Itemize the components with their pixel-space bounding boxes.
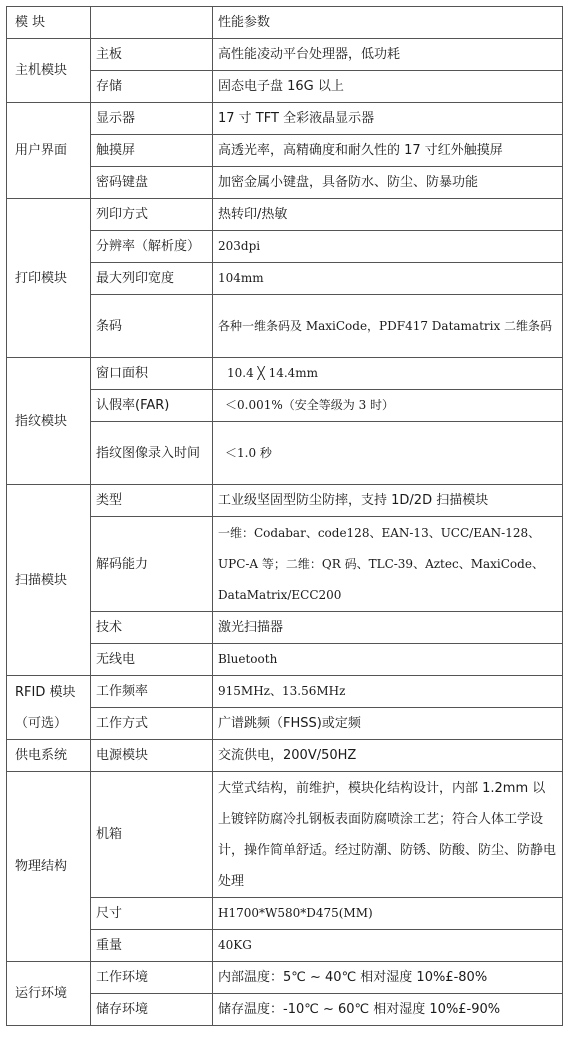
row-value: ＜1.0 秒 xyxy=(213,422,563,485)
row-value: 加密金属小键盘，具备防水、防尘、防暴功能 xyxy=(213,167,563,199)
row-label: 密码键盘 xyxy=(91,167,213,199)
category-power: 供电系统 xyxy=(7,740,91,772)
row-label: 列印方式 xyxy=(91,199,213,231)
row-value: 固态电子盘 16G 以上 xyxy=(213,71,563,103)
header-params: 性能参数 xyxy=(213,7,563,39)
table-row xyxy=(7,930,563,962)
table-row xyxy=(7,103,563,135)
row-value: 储存温度：-10℃ ~ 60℃ 相对湿度 10%£-90% xyxy=(213,994,563,1026)
spec-table xyxy=(6,6,563,1026)
table-row xyxy=(7,231,563,263)
table-row xyxy=(7,422,563,485)
category-env: 运行环境 xyxy=(7,962,91,1026)
table-row xyxy=(7,39,563,71)
row-value: 高透光率，高精确度和耐久性的 17 寸红外触摸屏 xyxy=(213,135,563,167)
row-value: 40KG xyxy=(213,930,563,962)
table-row xyxy=(7,295,563,358)
row-value: 一维：Codabar、code128、EAN-13、UCC/EAN-128、UPC-A 等；二维：QR 码、TLC-39、Aztec、MaxiCode、DataMatrix/ECC200 xyxy=(213,517,563,612)
row-label: 解码能力 xyxy=(91,517,213,612)
table-row xyxy=(7,994,563,1026)
row-value: 17 寸 TFT 全彩液晶显示器 xyxy=(213,103,563,135)
row-value: ＜0.001%（安全等级为 3 时） xyxy=(213,390,563,422)
row-value: 203dpi xyxy=(213,231,563,263)
row-label: 无线电 xyxy=(91,644,213,676)
table-row xyxy=(7,708,563,740)
row-label: 窗口面积 xyxy=(91,358,213,390)
table-row xyxy=(7,612,563,644)
row-value: 交流供电，200V/50HZ xyxy=(213,740,563,772)
table-row xyxy=(7,772,563,898)
row-value: 广谱跳频（FHSS)或定频 xyxy=(213,708,563,740)
row-label: 工作环境 xyxy=(91,962,213,994)
table-row xyxy=(7,167,563,199)
table-row xyxy=(7,740,563,772)
table-row xyxy=(7,199,563,231)
category-scan: 扫描模块 xyxy=(7,485,91,676)
header-module: 模 块 xyxy=(7,7,91,39)
row-label: 技术 xyxy=(91,612,213,644)
row-value: 工业级坚固型防尘防摔，支持 1D/2D 扫描模块 xyxy=(213,485,563,517)
row-label: 认假率(FAR) xyxy=(91,390,213,422)
category-rfid: RFID 模块（可选） xyxy=(7,676,91,740)
row-label: 机箱 xyxy=(91,772,213,898)
table-row xyxy=(7,485,563,517)
row-label: 存储 xyxy=(91,71,213,103)
category-print: 打印模块 xyxy=(7,199,91,358)
category-physical: 物理结构 xyxy=(7,772,91,962)
row-value: 大堂式结构，前维护，模块化结构设计，内部 1.2mm 以上镀锌防腐冷扎钢板表面防腐喷涂工艺；符合人体工学设计，操作简单舒适。经过防潮、防锈、防酸、防尘、防静电处理 xyxy=(213,772,563,898)
row-label: 类型 xyxy=(91,485,213,517)
table-row xyxy=(7,71,563,103)
table-row xyxy=(7,517,563,612)
row-label: 显示器 xyxy=(91,103,213,135)
header-row xyxy=(7,7,563,39)
row-value: 各种一维条码及 MaxiCode，PDF417 Datamatrix 二维条码 xyxy=(213,295,563,358)
row-label: 重量 xyxy=(91,930,213,962)
table-row xyxy=(7,263,563,295)
row-value: Bluetooth xyxy=(213,644,563,676)
row-value: 915MHz、13.56MHz xyxy=(213,676,563,708)
row-label: 工作方式 xyxy=(91,708,213,740)
row-label: 工作频率 xyxy=(91,676,213,708)
category-finger: 指纹模块 xyxy=(7,358,91,485)
row-label: 分辨率（解析度） xyxy=(91,231,213,263)
table-row xyxy=(7,358,563,390)
row-value: 10.4 ╳ 14.4mm xyxy=(213,358,563,390)
row-label: 主板 xyxy=(91,39,213,71)
table-row xyxy=(7,390,563,422)
row-label: 触摸屏 xyxy=(91,135,213,167)
table-row xyxy=(7,644,563,676)
table-row xyxy=(7,676,563,708)
header-blank xyxy=(91,7,213,39)
row-label: 指纹图像录入时间 xyxy=(91,422,213,485)
category-ui: 用户界面 xyxy=(7,103,91,199)
row-value: H1700*W580*D475(MM) xyxy=(213,898,563,930)
row-value: 热转印/热敏 xyxy=(213,199,563,231)
row-value: 104mm xyxy=(213,263,563,295)
category-host: 主机模块 xyxy=(7,39,91,103)
row-value: 高性能凌动平台处理器，低功耗 xyxy=(213,39,563,71)
row-label: 尺寸 xyxy=(91,898,213,930)
table-row xyxy=(7,898,563,930)
table-row xyxy=(7,135,563,167)
row-label: 条码 xyxy=(91,295,213,358)
table-row xyxy=(7,962,563,994)
row-label: 电源模块 xyxy=(91,740,213,772)
row-label: 储存环境 xyxy=(91,994,213,1026)
row-value: 内部温度：5℃ ~ 40℃ 相对湿度 10%£-80% xyxy=(213,962,563,994)
row-label: 最大列印宽度 xyxy=(91,263,213,295)
row-value: 激光扫描器 xyxy=(213,612,563,644)
